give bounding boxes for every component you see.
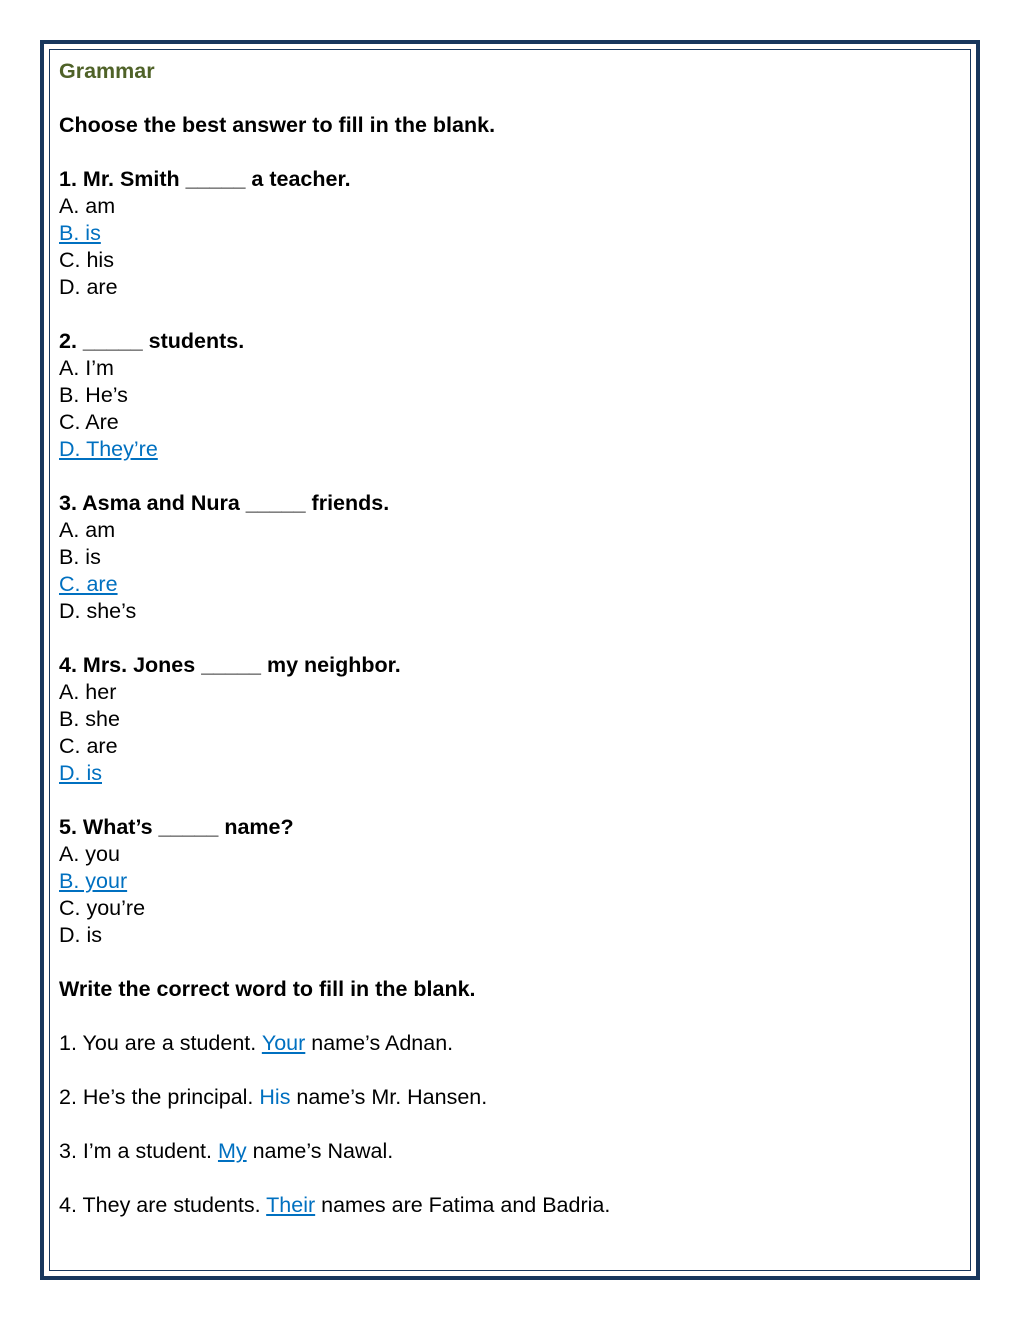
question-block [59,652,959,814]
correct-answer-link[interactable]: B. your [59,869,128,893]
sentence-end: name’s Mr. Hansen. [290,1085,488,1109]
filled-word[interactable]: His [259,1085,291,1109]
question-block [59,166,959,328]
question-text: 3. Asma and Nura _____ friends. [59,491,390,515]
section2-instruction: Write the correct word to fill in the blank. [59,977,476,1001]
answer-option: C. you’re [59,896,146,920]
answer-option: A. her [59,680,117,704]
fill-in-sentence [59,1084,959,1111]
section1-instruction: Choose the best answer to fill in the blank. [59,113,496,137]
filled-word[interactable]: Their [266,1193,316,1217]
question-text: 1. Mr. Smith _____ a teacher. [59,167,351,191]
question-block [59,814,959,976]
answer-option: C. are [59,734,118,758]
question-text: 2. _____ students. [59,329,245,353]
page-title: Grammar [59,59,155,83]
answer-option: C. his [59,248,114,272]
question-block [59,490,959,652]
correct-answer-link[interactable]: D. is [59,761,102,785]
sentence-start: 3. I’m a student. [59,1139,218,1163]
sentence-start: 1. You are a student. [59,1031,262,1055]
sentence-start: 2. He’s the principal. [59,1085,260,1109]
fill-in-sentence [59,1138,959,1165]
answer-option: A. you [59,842,120,866]
sentence-end: name’s Adnan. [305,1031,454,1055]
answer-option [59,436,959,463]
filled-word[interactable]: Your [261,1031,306,1055]
answer-option [59,220,959,247]
answer-option: C. Are [59,410,119,434]
answer-option [59,760,959,787]
question-list [59,166,959,976]
filled-word[interactable]: My [217,1139,247,1163]
question-text: 5. What’s _____ name? [59,815,294,839]
fill-in-list [59,1030,959,1219]
answer-option [59,868,959,895]
answer-option: B. is [59,545,101,569]
answer-option: A. am [59,518,116,542]
question-text: 4. Mrs. Jones _____ my neighbor. [59,653,401,677]
sentence-end: names are Fatima and Badria. [315,1193,611,1217]
correct-answer-link[interactable]: C. are [59,572,118,596]
sentence-start: 4. They are students. [59,1193,267,1217]
answer-option: B. He’s [59,383,128,407]
answer-option [59,571,959,598]
answer-option: D. are [59,275,118,299]
correct-answer-link[interactable]: B. is [59,221,101,245]
answer-option: A. I’m [59,356,114,380]
fill-in-sentence [59,1192,959,1219]
sentence-end: name’s Nawal. [246,1139,394,1163]
answer-option: D. is [59,923,102,947]
answer-option: B. she [59,707,120,731]
answer-option: D. she’s [59,599,137,623]
worksheet-content [59,58,959,1219]
correct-answer-link[interactable]: D. They’re [59,437,158,461]
question-block [59,328,959,490]
fill-in-sentence [59,1030,959,1057]
answer-option: A. am [59,194,116,218]
